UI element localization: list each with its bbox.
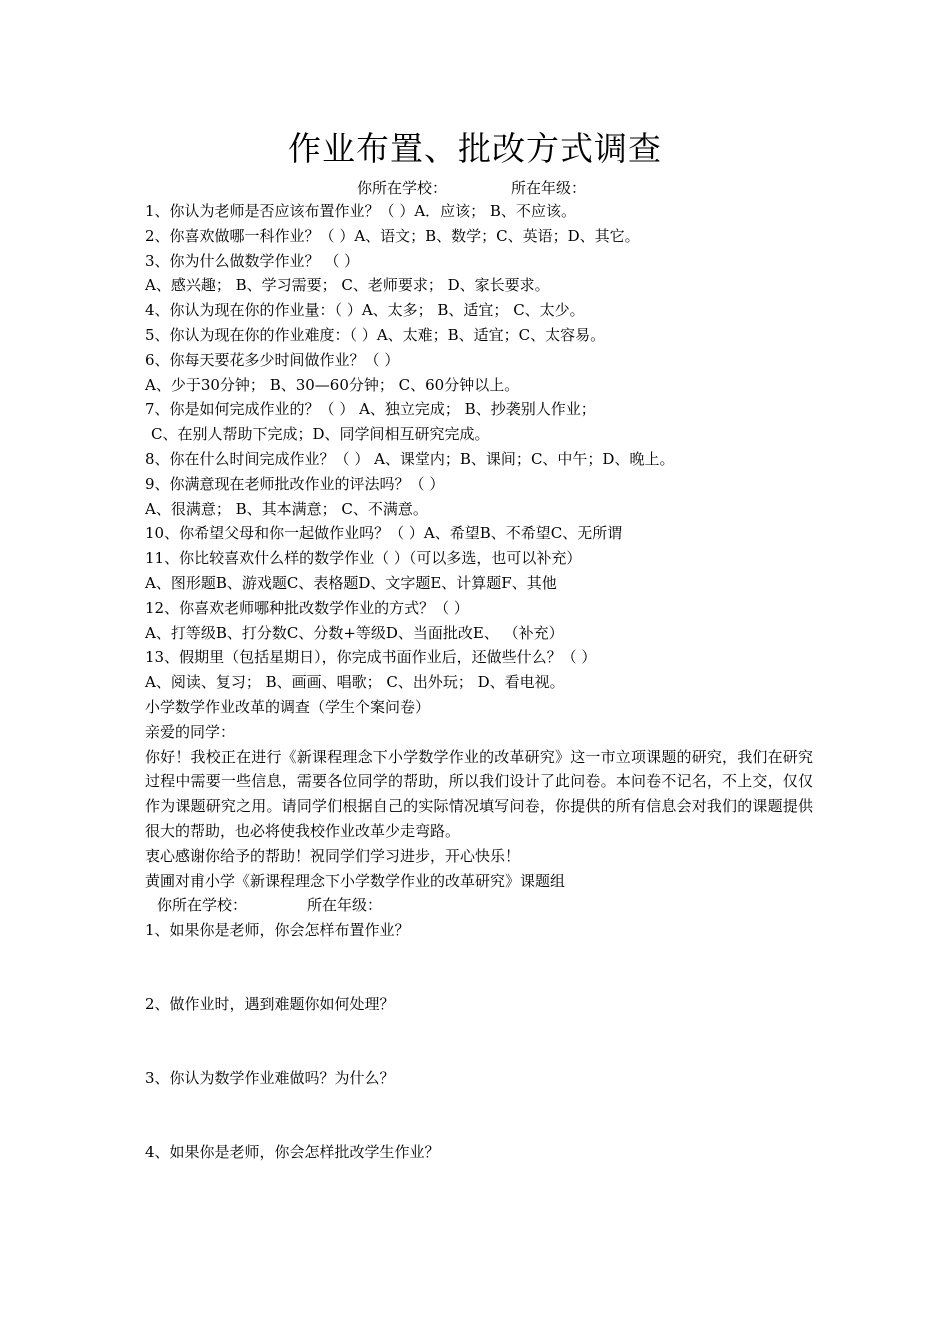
answer-options-line: C、在别人帮助下完成；D、同学间相互研究完成。: [151, 425, 490, 444]
question-line: 5、你认为现在你的作业难度：（ ）A、太难；B、适宜；C、太容易。: [145, 325, 606, 344]
question-line: 7、你是如何完成作业的？（ ） A、独立完成； B、抄袭别人作业；: [145, 400, 596, 419]
school-label: 你所在学校：: [357, 179, 448, 197]
question-line: 2、你喜欢做哪一科作业？（ ）A、语文；B、数学；C、英语；D、其它。: [145, 226, 640, 245]
survey-body: [145, 199, 813, 1164]
question-line: 11、你比较喜欢什么样的数学作业（ ）（可以多选，也可以补充）: [145, 549, 582, 568]
grade-label: 所在年级：: [511, 179, 587, 197]
open-question: 2、做作业时，遇到难题你如何处理？: [145, 994, 395, 1013]
question-line: 3、你为什么做数学作业？ （ ）: [145, 251, 360, 270]
question-line: 10、你希望父母和你一起做作业吗？（ ）A、希望B、不希望C、无所谓: [145, 524, 623, 543]
answer-space: [145, 1017, 813, 1066]
greeting-line: 亲爱的同学：: [145, 722, 236, 741]
question-line: 8、你在什么时间完成作业？（ ） A、课堂内；B、课间；C、中午；D、晚上。: [145, 449, 675, 468]
intro-paragraph: 你好！我校正在进行《新课程理念下小学数学作业的改革研究》这一市立项课题的研究，我们在研究过程中需要一些信息，需要各位同学的帮助，所以我们设计了此问卷。本问卷不记名，不上交，仅仅作为课题研究之用。请同学们根据自己的实际情况填写问卷，你提供的所有信息会对我们的课题提供很大的帮助，也必将使我校作业改革少走弯路。: [145, 747, 813, 840]
school-grade-line: [357, 176, 586, 200]
school-label-2: 你所在学校：: [157, 896, 248, 915]
question-line: 6、你每天要花多少时间做作业？（ ）: [145, 350, 400, 369]
answer-options-line: A、感兴趣； B、学习需要； C、老师要求； D、家长要求。: [145, 276, 550, 295]
question-line: 12、你喜欢老师哪种批改数学作业的方式？（ ）: [145, 598, 469, 617]
grade-label-2: 所在年级：: [307, 896, 383, 915]
open-question: 1、如果你是老师，你会怎样布置作业？: [145, 921, 410, 940]
answer-options-line: A、图形题B、游戏题C、表格题D、文字题E、计算题F、其他: [145, 573, 557, 592]
answer-options-line: A、很满意； B、其本满意； C、不满意。: [145, 499, 428, 518]
answer-options-line: A、少于30分钟； B、30—60分钟； C、60分钟以上。: [145, 375, 520, 394]
answer-options-line: A、阅读、复习； B、画画、唱歌； C、出外玩； D、看电视。: [145, 673, 565, 692]
page-title: 作业布置、批改方式调查: [288, 129, 662, 168]
section-heading: 小学数学作业改革的调查（学生个案问卷）: [145, 697, 431, 716]
question-line: 13、假期里（包括星期日），你完成书面作业后，还做些什么？（ ）: [145, 648, 597, 667]
open-question: 3、你认为数学作业难做吗？为什么？: [145, 1068, 395, 1087]
question-line: 4、你认为现在你的作业量：（ ）A、太多； B、适宜； C、太少。: [145, 301, 585, 320]
thanks-line: 衷心感谢你给予的帮助！祝同学们学习进步，开心快乐！: [145, 846, 521, 865]
answer-space: [145, 1091, 813, 1140]
answer-space: [145, 943, 813, 992]
research-group-line: 黄圃对甫小学《新课程理念下小学数学作业的改革研究》课题组: [145, 871, 566, 890]
open-question: 4、如果你是老师，你会怎样批改学生作业？: [145, 1142, 440, 1161]
answer-options-line: A、打等级B、打分数C、分数+等级D、当面批改E、 （补充）: [145, 623, 564, 642]
school-grade-line-2: [145, 893, 813, 918]
question-line: 9、你满意现在老师批改作业的评法吗？（ ）: [145, 474, 445, 493]
question-line: 1、你认为老师是否应该布置作业？（ ）A．应该； B、不应该。: [145, 202, 576, 220]
